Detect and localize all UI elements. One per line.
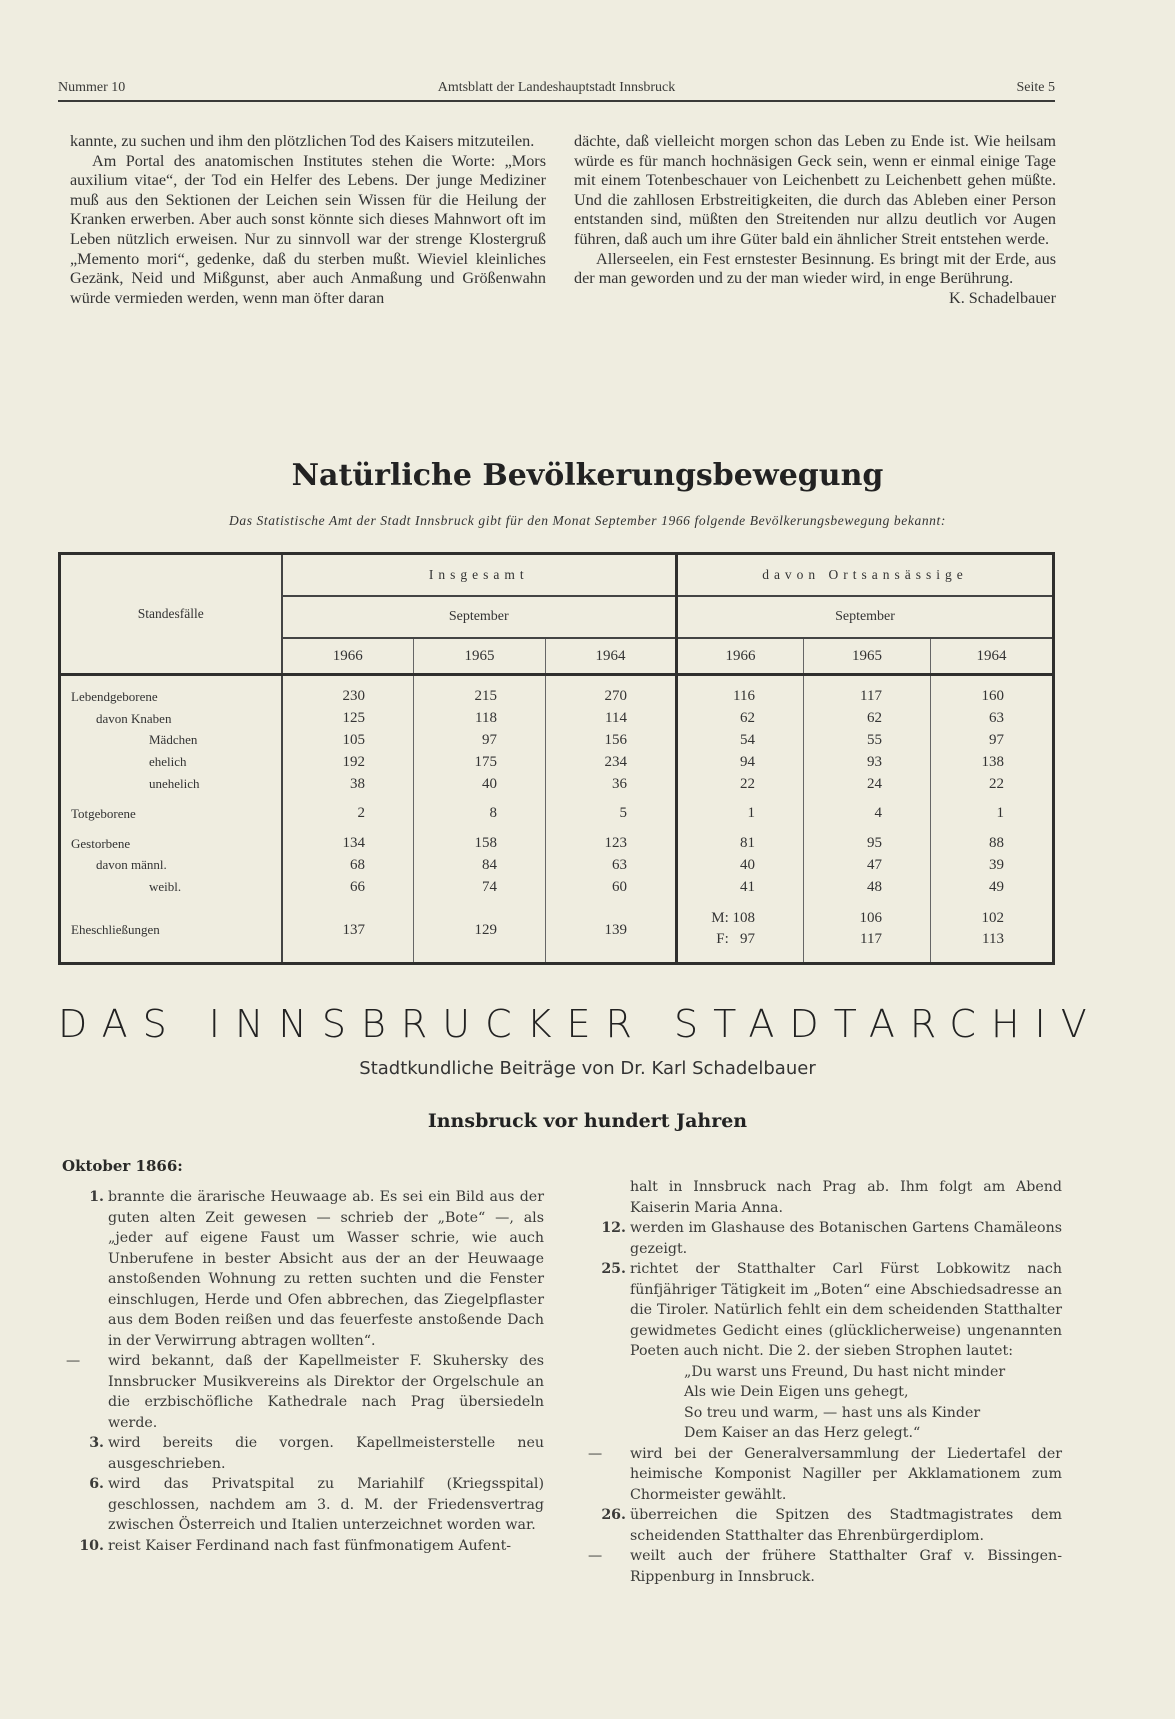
table-cell: 175 — [414, 751, 546, 773]
table-cell: 24 — [804, 773, 931, 795]
poem-line: So treu und warm, — hast uns als Kinder — [684, 1404, 981, 1421]
table-row — [60, 751, 1054, 773]
entry-date: 10. — [79, 1537, 104, 1554]
table-cell: 93 — [804, 751, 931, 773]
entry-text: werden im Glashause des Botanischen Gartens Chamäleons gezeigt. — [630, 1220, 1062, 1257]
marriage-men: 102 — [981, 910, 1004, 927]
table-cell: 215 — [414, 686, 546, 708]
list-item — [62, 1187, 544, 1351]
table-cell: 47 — [804, 855, 931, 877]
table-cell: 94 — [677, 751, 804, 773]
table-cell: 38 — [282, 773, 414, 795]
row-label: unehelich — [60, 773, 282, 795]
month-heading: Oktober 1866: — [62, 1157, 183, 1175]
entry-text: wird bereits die vorgen. Kapellmeisterstelle neu ausgeschrieben. — [108, 1435, 544, 1472]
table-cell: 74 — [414, 876, 546, 898]
table-cell: 36 — [612, 775, 627, 792]
table-cell: 156 — [604, 731, 627, 748]
group-total: Insgesamt — [282, 554, 677, 597]
table-cell: 22 — [989, 775, 1004, 792]
paragraph: Am Portal des anatomischen Institutes stehen die Worte: „Mors auxilium vitae“, der Tod ein Helfer des Lebens. Der junge Mediziner muß aus den Sektionen der Leichen sein Wissen für die Heilung der Kranken erwerben. Aber auch sonst könnte sich dieses Mahnwort oft im Leben nützlich erweisen. Nur zu sinnvoll war der strenge Klostergruß „Memento mori“, gedenke, daß du sterben mußt. Wieviel kleinliches Gezänk, Neid und Mißgunst, aber auch Anmaßung und Größenwahn würde vermieden werden, wenn man öfter daran — [70, 151, 546, 307]
table-row — [60, 876, 1054, 898]
row-label: ehelich — [60, 751, 282, 773]
entry-text: halt in Innsbruck nach Prag ab. Ihm folgt am Abend Kaiserin Maria Anna. — [630, 1179, 1062, 1216]
population-table — [58, 552, 1055, 965]
table-cell: 97 — [989, 731, 1004, 748]
row-label: davon Knaben — [60, 708, 282, 730]
entry-date: — — [588, 1445, 603, 1462]
year-header: 1966 — [282, 638, 414, 675]
publication-title: Amtsblatt der Landeshauptstadt Innsbruck — [437, 80, 676, 95]
table-row — [60, 686, 1054, 708]
table-cell: 1 — [996, 805, 1004, 822]
list-item — [62, 1536, 544, 1557]
table-cell: 40 — [677, 855, 804, 877]
table-cell: 63 — [989, 710, 1004, 727]
table-cell: 8 — [414, 803, 546, 825]
entry-date: 26. — [601, 1507, 626, 1523]
table-cell: 22 — [677, 773, 804, 795]
year-header: 1965 — [414, 638, 546, 675]
signature: K. Schadelbauer — [949, 288, 1056, 307]
entry-text: wird bei der Generalversammlung der Liedertafel der heimische Komponist Nagiller per Akklamationem zum Chormeister gewählt. — [630, 1445, 1062, 1503]
archive-title: DAS INNSBRUCKER STADTARCHIV — [58, 1002, 1102, 1046]
entry-date: 12. — [601, 1220, 626, 1236]
table-cell: 230 — [282, 686, 414, 708]
table-cell: 134 — [282, 833, 414, 855]
article-right-column — [574, 132, 1056, 308]
poem-line: Dem Kaiser an das Herz gelegt.“ — [684, 1425, 921, 1441]
list-item — [584, 1177, 1062, 1218]
marriage-women: F: 97 — [716, 931, 755, 948]
table-cell: 137 — [282, 906, 414, 954]
page-number: Seite 5 — [1016, 80, 1055, 95]
row-label: Gestorbene — [60, 833, 282, 855]
marriage-women: 113 — [982, 931, 1004, 948]
chronicle-right-column — [584, 1177, 1062, 1587]
table-row — [60, 730, 1054, 752]
table-cell: 234 — [604, 753, 627, 770]
table-cell: 139 — [604, 921, 627, 938]
month-header: September — [282, 596, 677, 638]
entry-date: — — [66, 1353, 81, 1369]
entry-date: 1. — [89, 1189, 104, 1205]
list-item — [584, 1505, 1062, 1546]
list-item — [584, 1444, 1062, 1506]
table-cell: 54 — [677, 730, 804, 752]
entry-date: 3. — [89, 1435, 104, 1451]
table-cell: 62 — [677, 708, 804, 730]
row-label: Totgeborene — [60, 803, 282, 825]
table-cell: 116 — [677, 686, 804, 708]
paragraph-text: Allerseelen, ein Fest ernstester Besinnung. Es bringt mit der Erde, aus der man geworden und zu der man wieder wird, in enge Berührung. — [574, 249, 1056, 288]
table-cell: 192 — [282, 751, 414, 773]
table-row — [60, 906, 1054, 954]
table-cell: 270 — [604, 688, 627, 705]
table-cell: 88 — [989, 835, 1004, 852]
year-header: 1964 — [931, 638, 1054, 675]
section-title: Innsbruck vor hundert Jahren — [427, 1110, 748, 1132]
entry-text: wird bekannt, daß der Kapellmeister F. Skuhersky des Innsbrucker Musikvereins als Direktor der Orgelschule an die erzbischöfliche Kathedrale nach Prag übersiedeln werde. — [108, 1353, 544, 1431]
table-cell: 5 — [619, 805, 627, 822]
table-row — [60, 803, 1054, 825]
table-cell — [931, 906, 1054, 954]
year-header: 1966 — [677, 638, 804, 675]
group-residents: davon Ortsansässige — [677, 554, 1054, 597]
table-cell: 62 — [804, 708, 931, 730]
archive-subtitle: Stadtkundliche Beiträge von Dr. Karl Schadelbauer — [359, 1058, 816, 1079]
entry-text: reist Kaiser Ferdinand nach fast fünfmonatigem Aufent- — [108, 1537, 512, 1554]
table-cell: 4 — [804, 803, 931, 825]
table-cell: 138 — [981, 753, 1004, 770]
year-header: 1965 — [804, 638, 931, 675]
table-cell: 1 — [677, 803, 804, 825]
list-item — [62, 1433, 544, 1474]
chronicle-left-column — [62, 1187, 544, 1556]
table-cell: 48 — [804, 876, 931, 898]
list-item — [584, 1218, 1062, 1259]
entry-text: brannte die ärarische Heuwaage ab. Es sei ein Bild aus der guten alten Zeit gewesen — schrieb der „Bote“ —, als „jeder auf eigene Faust um Wasser schrie, wie auch Unberufene in bester Absicht aus der an der Heuwaage anstoßenden Wohnung zu retten suchten und die Fenster einschlugen, Herde und Ofen abbrechen, das Ziegelpflaster aus dem Boden reißen und das feuerfeste anstoßende Dach in der Verwirrung abtragen wollten“. — [108, 1189, 544, 1349]
table-cell: 105 — [282, 730, 414, 752]
table-cell: 60 — [612, 878, 627, 895]
row-label: Mädchen — [60, 730, 282, 752]
entry-text: wird das Privatspital zu Mariahilf (Kriegsspital) geschlossen, nachdem am 3. d. M. der Friedensvertrag zwischen Österreich und Italien unterzeichnet worden war. — [108, 1476, 544, 1533]
marriage-men: M: 108 — [711, 910, 755, 927]
statistics-intro: Das Statistische Amt der Stadt Innsbruck gibt für den Monat September 1966 folgende Bevölkerungsbewegung bekannt: — [229, 513, 946, 528]
list-item — [584, 1546, 1062, 1587]
paragraph: dächte, daß vielleicht morgen schon das Leben zu Ende ist. Wie heilsam würde es für manch hochnäsigen Geck sein, wenn er einmal einige Tage mit einem Totenbeschauer von Leichenbett zu Leichenbett gehen müßte. Und die zahllosen Erbstreitigkeiten, die durch das Ableben einer Person entstanden sind, müßten den Streitenden nur allzu deutlich vor Augen führen, daß auch um ihre Güter bald ein ähnlicher Streit entstehen werde. — [574, 132, 1056, 248]
table-cell: 129 — [414, 906, 546, 954]
list-item — [62, 1351, 544, 1433]
page-header — [58, 78, 1055, 102]
table-cell: 125 — [282, 708, 414, 730]
row-label: Eheschließungen — [60, 906, 282, 954]
list-item — [62, 1474, 544, 1536]
issue-number: Nummer 10 — [58, 80, 126, 95]
table-row — [60, 855, 1054, 877]
entry-text: überreichen die Spitzen des Stadtmagistrates dem scheidenden Statthalter das Ehrenbürgerdiplom. — [630, 1507, 1062, 1544]
entry-date: — — [588, 1548, 603, 1564]
table-cell: 117 — [804, 686, 931, 708]
table-cell: 68 — [282, 855, 414, 877]
table-cell: 114 — [605, 710, 627, 727]
table-cell: 97 — [414, 730, 546, 752]
table-row — [60, 833, 1054, 855]
row-header: Standesfälle — [60, 554, 282, 675]
entry-date: 6. — [89, 1476, 104, 1492]
row-label: Lebendgeborene — [60, 686, 282, 708]
poem-line: Als wie Dein Eigen uns gehegt, — [684, 1384, 909, 1400]
article-left-column — [70, 132, 546, 308]
list-item — [584, 1259, 1062, 1362]
table-cell: 158 — [414, 833, 546, 855]
table-cell: 2 — [282, 803, 414, 825]
paragraph — [574, 249, 1056, 307]
poem-line: „Du warst uns Freund, Du hast nicht minder — [684, 1363, 1006, 1380]
year-header: 1964 — [546, 638, 677, 675]
table-cell: 55 — [804, 730, 931, 752]
table-cell — [804, 906, 931, 954]
marriage-men: 106 — [859, 910, 882, 927]
table-row — [60, 708, 1054, 730]
entry-text: weilt auch der frühere Statthalter Graf v. Bissingen-Rippenburg in Innsbruck. — [630, 1548, 1062, 1585]
table-cell: 41 — [677, 876, 804, 898]
month-header: September — [677, 596, 1054, 638]
marriage-women: 117 — [860, 931, 882, 948]
table-cell: 81 — [677, 833, 804, 855]
table-cell: 95 — [804, 833, 931, 855]
entry-text: richtet der Statthalter Carl Fürst Lobkowitz nach fünfjähriger Tätigkeit im „Boten“ eine Abschiedsadresse an die Tiroler. Natürlich fehlt ein dem scheidenden Statthalter gewidmetes Gedicht eines (glücklicherweise) ungenannten Poeten auch nicht. Die 2. der sieben Strophen lautet: — [630, 1261, 1062, 1359]
table-cell: 84 — [414, 855, 546, 877]
table-cell: 123 — [604, 835, 627, 852]
table-cell: 39 — [989, 856, 1004, 873]
statistics-title: Natürliche Bevölkerungsbewegung — [291, 458, 884, 493]
entry-date: 25. — [601, 1261, 626, 1277]
table-cell: 49 — [989, 878, 1004, 895]
table-cell: 63 — [612, 856, 627, 873]
table-cell — [677, 906, 804, 954]
table-row — [60, 773, 1054, 795]
row-label: weibl. — [60, 876, 282, 898]
row-label: davon männl. — [60, 855, 282, 877]
table-cell: 66 — [282, 876, 414, 898]
table-cell: 118 — [414, 708, 546, 730]
poem — [584, 1362, 1062, 1444]
table-cell: 160 — [981, 688, 1004, 705]
paragraph: kannte, zu suchen und ihm den plötzlichen Tod des Kaisers mitzuteilen. — [70, 132, 535, 150]
table-cell: 40 — [414, 773, 546, 795]
